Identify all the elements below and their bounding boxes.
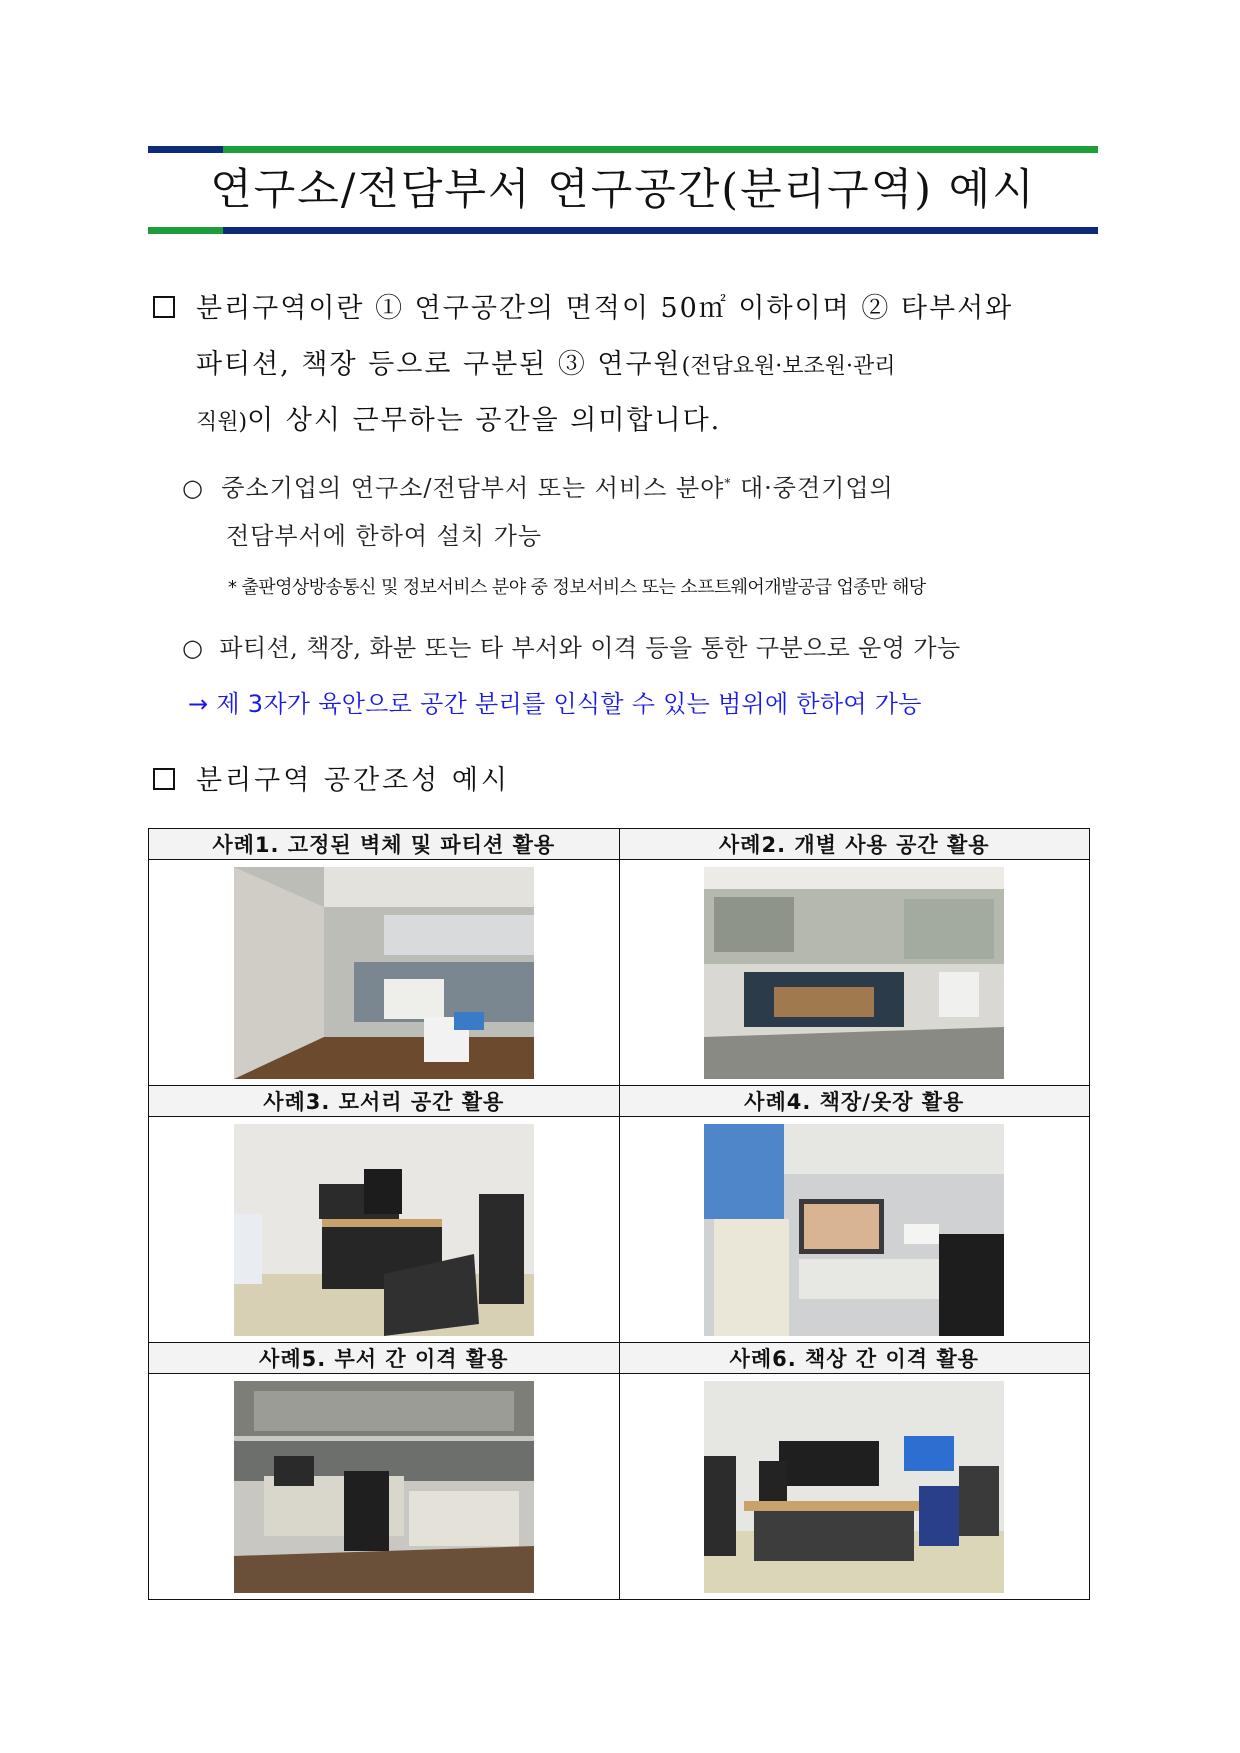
case-2-photo-cell: [619, 860, 1090, 1086]
case-6-photo-cell: [619, 1374, 1090, 1600]
case-3-label: 사례3. 모서리 공간 활용: [149, 1086, 620, 1117]
case-5-label: 사례5. 부서 간 이격 활용: [149, 1343, 620, 1374]
department-gap-photo: [234, 1381, 534, 1593]
case-6-label: 사례6. 책상 간 이격 활용: [619, 1343, 1090, 1374]
bullet2: [182, 628, 961, 663]
checkbox-square-icon: [153, 296, 175, 318]
section1-line3: [196, 398, 721, 437]
circle-bullet-icon: ○: [182, 474, 204, 502]
section1-line2: [196, 342, 896, 381]
office-partition-photo: [234, 867, 534, 1079]
bookcase-photo: [704, 1124, 1004, 1336]
case-5-photo-cell: [149, 1374, 620, 1600]
desk-gap-photo: [704, 1381, 1004, 1593]
footnote-marker: *: [724, 476, 732, 490]
cases-table: [148, 828, 1090, 1600]
bullet2-text: 파티션, 책장, 화분 또는 타 부서와 이격 등을 통한 구분으로 운영 가능: [219, 634, 961, 662]
case-2-label: 사례2. 개별 사용 공간 활용: [619, 829, 1090, 860]
case-1-label: 사례1. 고정된 벽체 및 파티션 활용: [149, 829, 620, 860]
section1-line3-small: 직원): [196, 410, 248, 435]
title-bar-bottom: [148, 227, 1098, 234]
section1-line3-main: 이 상시 근무하는 공간을 의미합니다.: [247, 405, 722, 436]
section1-line2-small: (전담요원·보조원·관리: [681, 354, 896, 379]
case-4-photo-cell: [619, 1117, 1090, 1343]
page-title: 연구소/전담부서 연구공간(분리구역) 예시: [210, 165, 1036, 215]
bullet1-text: 중소기업의 연구소/전담부서 또는 서비스 분야: [221, 474, 725, 502]
case-4-label: 사례4. 책장/옷장 활용: [619, 1086, 1090, 1117]
circle-bullet-icon: ○: [182, 634, 204, 662]
arrow-note: → 제 3자가 육안으로 공간 분리를 인식할 수 있는 범위에 한하여 가능: [188, 690, 922, 718]
section2-heading: 분리구역 공간조성 예시: [196, 765, 510, 796]
title-bar-top: [148, 146, 1098, 153]
section1-line2-main: 파티션, 책장 등으로 구분된 ③ 연구원: [196, 349, 682, 380]
private-office-photo: [704, 867, 1004, 1079]
case-3-photo-cell: [149, 1117, 620, 1343]
checkbox-square-icon: [153, 768, 175, 790]
case-1-photo-cell: [149, 860, 620, 1086]
footnote: * 출판영상방송통신 및 정보서비스 분야 중 정보서비스 또는 소프트웨어개발공급 업종만 해당: [228, 577, 926, 598]
section1-line1: 분리구역이란 ① 연구공간의 면적이 50㎡ 이하이며 ② 타부서와: [196, 293, 1014, 324]
title-block: [148, 146, 1098, 234]
bullet1-text-b: 대·중견기업의: [731, 474, 894, 502]
bullet1-line1: [182, 468, 894, 503]
corner-space-photo: [234, 1124, 534, 1336]
bullet1-line2: 전담부서에 한하여 설치 가능: [226, 522, 543, 550]
